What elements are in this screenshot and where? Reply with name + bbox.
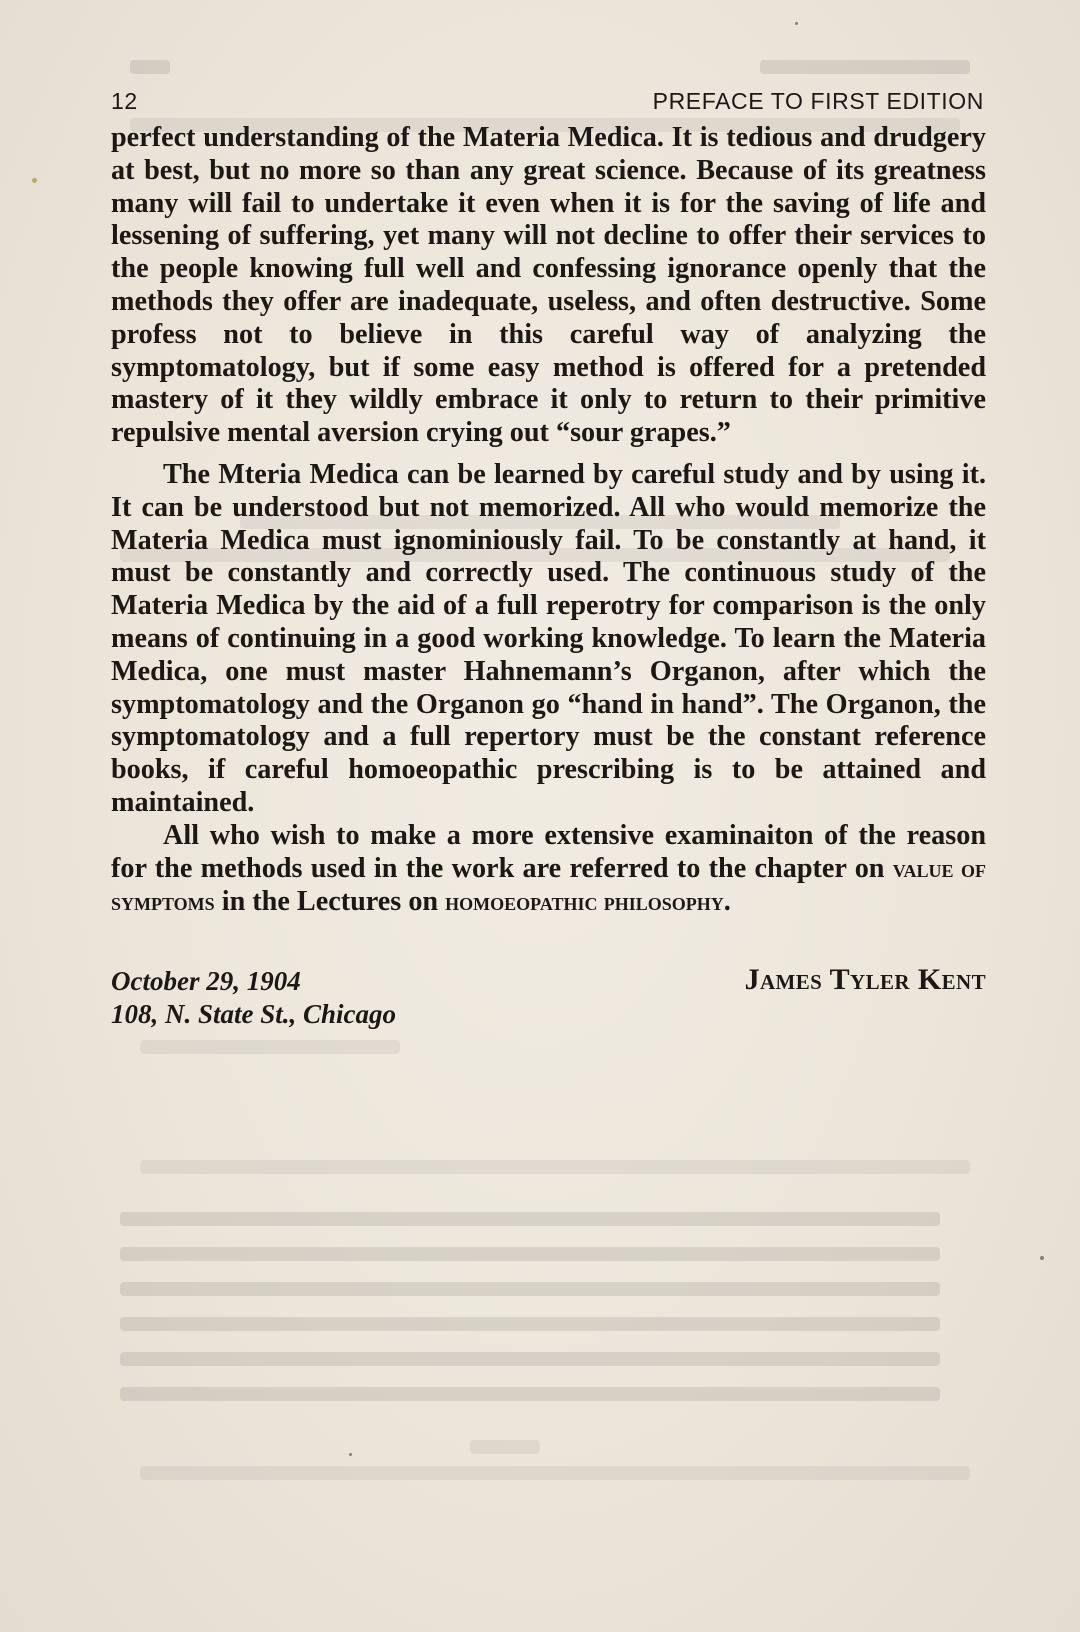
show-through-mark [140,1466,970,1480]
paragraph-3-text: All who wish to make a more extensive examinaiton of the reason for the methods used in the work are referred to the chapter on [111,819,986,884]
paragraph-3-text: . [723,886,731,918]
body-text [111,122,986,920]
show-through-mark [120,1352,940,1366]
show-through-mark [120,1282,940,1296]
show-through-mark [120,1247,940,1261]
running-header [111,86,986,122]
signature-address: 108, N. State St., Chicago [111,999,397,1030]
show-through-mark [120,1387,940,1401]
paper-speck [1040,1256,1044,1260]
author-name: James Tyler Kent [744,963,986,997]
chapter-reference: value of symptoms [111,855,986,917]
book-reference: homoeopathic philosophy [445,889,724,917]
paragraph-1: perfect understanding of the Materia Medica. It is tedious and drudgery at best, but no more so than any great science. Because of its greatness many will fail to undertake it even when it is for the saving of life and lessening of suffering, yet many will not decline to offer their services to the people knowing full well and confessing ignorance openly that the methods they offer are inadequate, useless, and often destructive. Some profess not to believe in this careful way of analyzing the symptomatology, but if some easy method is offered for a pretended mastery of it they wildly embrace it only to return to their primitive repulsive mental aversion crying out “sour grapes.” [111,122,986,449]
show-through-mark [760,60,970,74]
paragraph-2: The Mteria Medica can be learned by careful study and by using it. It can be understood but not memorized. All who would memorize the Materia Medica must ignominiously fail. To be constantly at hand, it must be constantly and correctly used. The continuous study of the Materia Medica by the aid of a full reperotry for comparison is the only means of continuing in a good working knowledge. To learn the Materia Medica, one must master Hahnemann’s Organon, after which the symptomatology and the Organon go “hand in hand”. The Organon, the symptomatology and a full repertory must be the constant reference books, if careful homoeopathic prescribing is to be attained and maintained. [111,458,986,818]
signature-date: October 29, 1904 [111,966,301,997]
page-content [111,86,986,1046]
paper-speck [349,1453,352,1456]
signature-block [111,963,986,1046]
paper-speck [795,22,798,25]
show-through-mark [120,1317,940,1331]
running-title: PREFACE TO FIRST EDITION [652,88,984,114]
show-through-mark [470,1440,540,1454]
show-through-mark [120,1212,940,1226]
page-number: 12 [111,88,138,114]
show-through-mark [130,60,170,74]
paragraph-3 [111,820,986,920]
paragraph-3-text: in the Lectures on [214,886,446,918]
show-through-mark [140,1160,970,1174]
paper-speck [32,178,37,183]
